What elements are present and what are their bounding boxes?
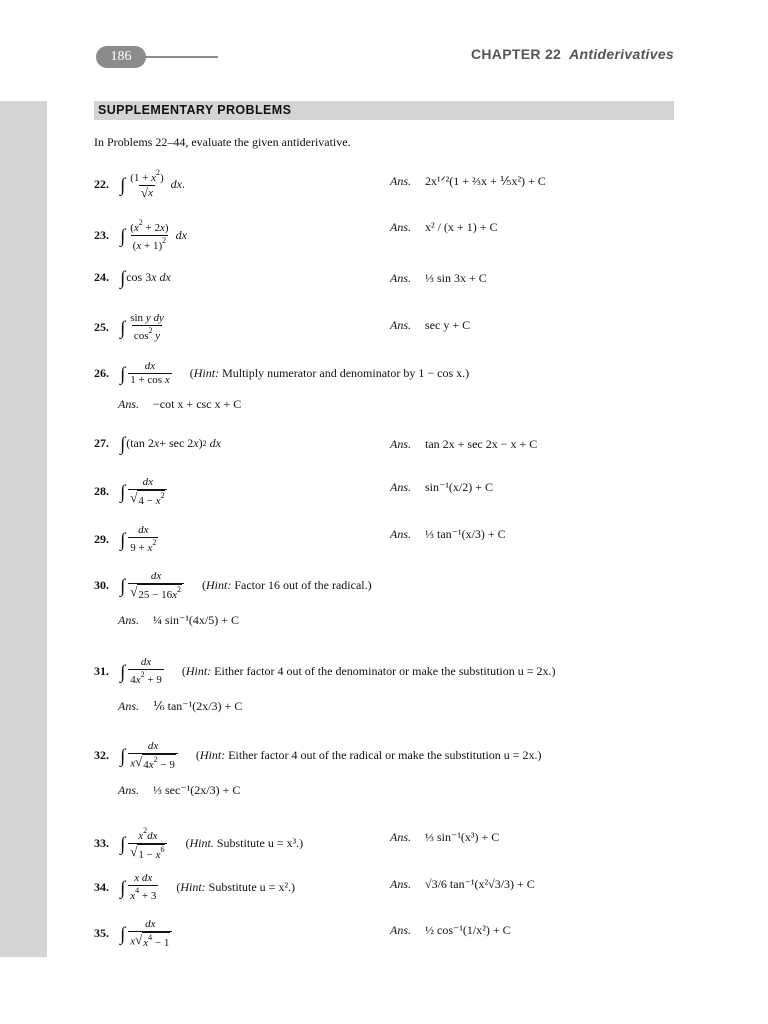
hint: (Hint: Multiply numerator and denominator by 1 − cos x.) (189, 365, 470, 380)
answer-27: Ans. tan 2x + sec 2x − x + C (390, 437, 538, 451)
problem-26 (94, 360, 469, 386)
problem-31 (94, 656, 556, 686)
chapter-number: CHAPTER 22 (470, 46, 562, 62)
chapter-title: Antiderivatives (569, 46, 674, 62)
problem-expression: ∫ $\frac{dx}{4x^2 + 9}$ (120, 656, 162, 686)
answer-26: Ans. −cot x + csc x + C (118, 397, 242, 411)
problem-24 (94, 268, 171, 287)
answer-32: Ans. ⅓ sec⁻¹(2x/3) + C (118, 783, 241, 797)
problem-number: 23. (94, 227, 109, 242)
problem-number: 24. (94, 270, 109, 284)
answer-text: ⅙ tan⁻¹(2x/3) + C (153, 699, 243, 713)
problem-number: 33. (94, 836, 109, 851)
problem-expression: ∫ dx x √ $4x^2 - 9$ (120, 740, 180, 771)
hint: (Hint: Factor 16 out of the radical.) (201, 578, 372, 593)
section-title: SUPPLEMENTARY PROBLEMS (94, 101, 674, 120)
problem-expression: ∫ cos 3 x dx (120, 268, 171, 289)
problem-number: 22. (94, 176, 109, 191)
problem-28 (94, 476, 169, 507)
problem-35 (94, 918, 174, 949)
problem-number: 27. (94, 436, 109, 450)
page-number: 186 (96, 46, 146, 68)
problem-27 (94, 434, 221, 453)
problem-number: 25. (94, 319, 109, 334)
problem-expression: ∫ dx √ $25 - 16x^2$ (120, 570, 186, 601)
hint: (Hint. Substitute u = x³.) (185, 836, 304, 851)
answer-text: −cot x + csc x + C (153, 397, 242, 411)
answer-29: Ans. ⅓ tan⁻¹(x/3) + C (390, 527, 506, 541)
problem-expression: ∫ $x^2dx$ √ $1 - x^6$ (120, 826, 169, 861)
answer-text: ⅓ sin⁻¹(x³) + C (425, 830, 500, 844)
answer-text: tan 2x + sec 2x − x + C (425, 437, 538, 451)
answer-30: Ans. ¼ sin⁻¹(4x/5) + C (118, 613, 240, 627)
answer-text: 2x¹ᐟ²(1 + ⅔x + ⅕x²) + C (425, 174, 546, 188)
problem-29 (94, 524, 160, 554)
chapter-heading (471, 46, 674, 62)
answer-text: ⅓ tan⁻¹(x/3) + C (425, 527, 506, 541)
problem-number: 34. (94, 879, 109, 894)
problem-expression: ∫ $\frac{dx}{\text{1 + cos x}}$ (120, 360, 170, 386)
problem-23 (94, 218, 187, 252)
margin-bar (0, 101, 47, 957)
answer-33: Ans. ⅓ sin⁻¹(x³) + C (390, 830, 500, 844)
problem-number: 32. (94, 748, 109, 763)
problem-expression: ∫ $\frac{\text{x dx}}{x^4 + 3}$ (120, 872, 157, 902)
answer-34: Ans. √3/6 tan⁻¹(x²√3/3) + C (390, 877, 535, 891)
hint: (Hint: Either factor 4 out of the radical or make the substitution u = 2x.) (195, 748, 542, 763)
problem-expression: ∫ $\frac{\text{sin y dy}}{\cos^2 y}$ (120, 312, 164, 342)
problem-expression: ∫ dx x √ $x^4 - 1$ (120, 918, 174, 949)
problem-30 (94, 570, 372, 601)
problem-expression: ∫ $(1 + x^2)$ √ x dx . (120, 168, 185, 200)
problem-33 (94, 826, 303, 861)
problem-number: 31. (94, 663, 109, 678)
answer-text: ⅓ sec⁻¹(2x/3) + C (153, 783, 241, 797)
answer-text: √3/6 tan⁻¹(x²√3/3) + C (425, 877, 535, 891)
answer-23: Ans. x² / (x + 1) + C (390, 220, 498, 234)
answer-24: Ans. ⅓ sin 3x + C (390, 271, 487, 285)
answer-text: ¼ sin⁻¹(4x/5) + C (153, 613, 240, 627)
answer-text: ½ cos⁻¹(1/x²) + C (425, 923, 511, 937)
answer-28: Ans. sin⁻¹(x/2) + C (390, 480, 494, 494)
answer-text: ⅓ sin 3x + C (425, 271, 487, 285)
problem-number: 35. (94, 926, 109, 941)
answer-text: sin⁻¹(x/2) + C (425, 480, 494, 494)
answer-35: Ans. ½ cos⁻¹(1/x²) + C (390, 923, 511, 937)
section-intro: In Problems 22–44, evaluate the given antiderivative. (94, 135, 351, 149)
problem-number: 28. (94, 484, 109, 499)
problem-25 (94, 312, 168, 342)
problem-34 (94, 872, 295, 902)
answer-text: sec y + C (425, 318, 471, 332)
answer-22: Ans. 2x¹ᐟ²(1 + ⅔x + ⅕x²) + C (390, 174, 546, 188)
answer-31: Ans. ⅙ tan⁻¹(2x/3) + C (118, 699, 243, 713)
problem-22 (94, 168, 185, 201)
problem-expression: ∫ $\frac{(x^2 + 2x)}{(x + 1)^2}$ dx (120, 218, 187, 252)
problem-expression: ∫ $\frac{dx}{9 + x^2}$ (120, 524, 157, 554)
problem-number: 30. (94, 578, 109, 593)
hint: (Hint: Either factor 4 out of the denominator or make the substitution u = 2x.) (181, 663, 556, 678)
header-rule (144, 56, 218, 58)
answer-text: x² / (x + 1) + C (425, 220, 498, 234)
problem-number: 26. (94, 365, 109, 380)
problem-number: 29. (94, 531, 109, 546)
hint: (Hint: Substitute u = x².) (176, 879, 296, 894)
problem-expression: ∫ dx √ $4 - x^2$ (120, 476, 169, 507)
problem-expression: ∫ (tan 2 x + sec 2 x ) 2 dx (120, 434, 221, 455)
problem-32 (94, 740, 542, 771)
answer-25: Ans. sec y + C (390, 318, 471, 332)
